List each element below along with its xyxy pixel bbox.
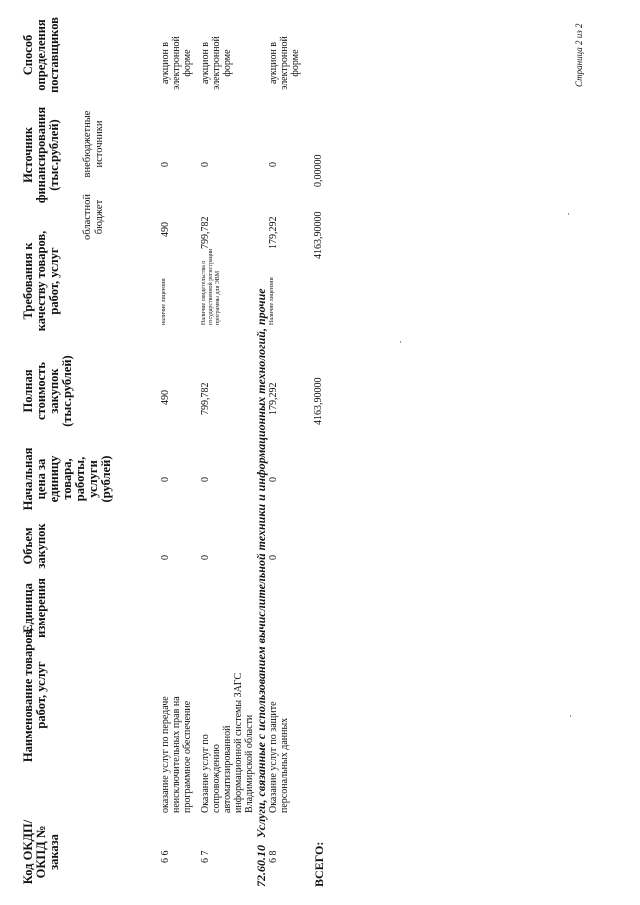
row-2-requirements: Наличие свидетельства о государственной регистрации программы для ЭВМ bbox=[201, 248, 221, 325]
row-2-code: 6 7 bbox=[200, 850, 211, 863]
totals-regional: 4163,90000 bbox=[313, 211, 324, 259]
row-2-name: Оказание услуг по сопровождению автоматизированной информационной системы ЗАГС Владимирской области bbox=[200, 672, 255, 813]
row-2-volume: 0 bbox=[200, 555, 211, 560]
header-funding: Источник финансирования (тыс.рублей) bbox=[21, 106, 61, 204]
row-3-method: аукцион в электронной форме bbox=[268, 36, 301, 90]
row-3-requirements: Наличие лицензии bbox=[269, 277, 275, 325]
row-1-regional: 490 bbox=[160, 222, 171, 237]
header-unit: Единица измерения bbox=[21, 578, 48, 638]
row-3-volume: 0 bbox=[268, 555, 279, 560]
row-3-offbudget: 0 bbox=[268, 162, 279, 167]
header-funding-regional: областной бюджет bbox=[82, 194, 105, 240]
row-2-offbudget: 0 bbox=[200, 162, 211, 167]
row-2-regional: 799,782 bbox=[200, 216, 211, 249]
row-1-volume: 0 bbox=[160, 555, 171, 560]
header-name: Наименование товаров, работ, услуг bbox=[21, 627, 48, 763]
row-3-regional: 179,292 bbox=[268, 216, 279, 249]
row-1-code: 6 6 bbox=[160, 850, 171, 863]
section-heading bbox=[255, 288, 268, 887]
row-1-requirements: наличие лицензии bbox=[161, 278, 167, 325]
header-requirements: Требования к качеству товаров, работ, услуг bbox=[21, 230, 61, 332]
row-3-total: 179,292 bbox=[268, 382, 279, 415]
row-2-total: 799,782 bbox=[200, 382, 211, 415]
section-title: Услуги, связанные с использованием вычислительной техники и информационных технологий, прочие bbox=[254, 288, 268, 838]
scan-speck bbox=[570, 715, 571, 717]
scan-speck bbox=[568, 213, 569, 215]
row-1-method: аукцион в электронной форме bbox=[160, 36, 193, 90]
scan-speck bbox=[400, 341, 401, 343]
row-3-unit-price: 0 bbox=[268, 477, 279, 482]
page-number: Страница 2 из 2 bbox=[574, 23, 584, 87]
section-code: 72.60.10 bbox=[254, 845, 268, 887]
row-1-name: оказание услуг по передаче неисключительных прав на программное обеспечение bbox=[160, 696, 193, 813]
totals-label: ВСЕГО: bbox=[312, 841, 326, 887]
row-1-offbudget: 0 bbox=[160, 162, 171, 167]
row-3-code: 6 8 bbox=[268, 850, 279, 863]
row-2-unit-price: 0 bbox=[200, 477, 211, 482]
totals-total: 4163,90000 bbox=[313, 377, 324, 425]
header-unit-price: Начальная цена за единицу товара, работы, услуги (рублей) bbox=[21, 447, 113, 511]
totals-offbudget: 0,00000 bbox=[313, 154, 324, 187]
row-1-unit-price: 0 bbox=[160, 477, 171, 482]
header-total: Полная стоимость закупок (тыс.рублей) bbox=[21, 355, 74, 427]
row-1-total: 490 bbox=[160, 390, 171, 405]
header-funding-offbudget: внебюджетные источники bbox=[82, 110, 105, 178]
row-2-method: аукцион в электронной форме bbox=[200, 36, 233, 90]
row-3-name: Оказание услуг по защите персональных данных bbox=[268, 701, 290, 813]
header-method: Способ определения поставщиков bbox=[21, 17, 61, 93]
header-volume: Объем закупок bbox=[21, 523, 48, 569]
header-code: Код ОКДП/ ОКПД № заказа bbox=[21, 819, 61, 885]
